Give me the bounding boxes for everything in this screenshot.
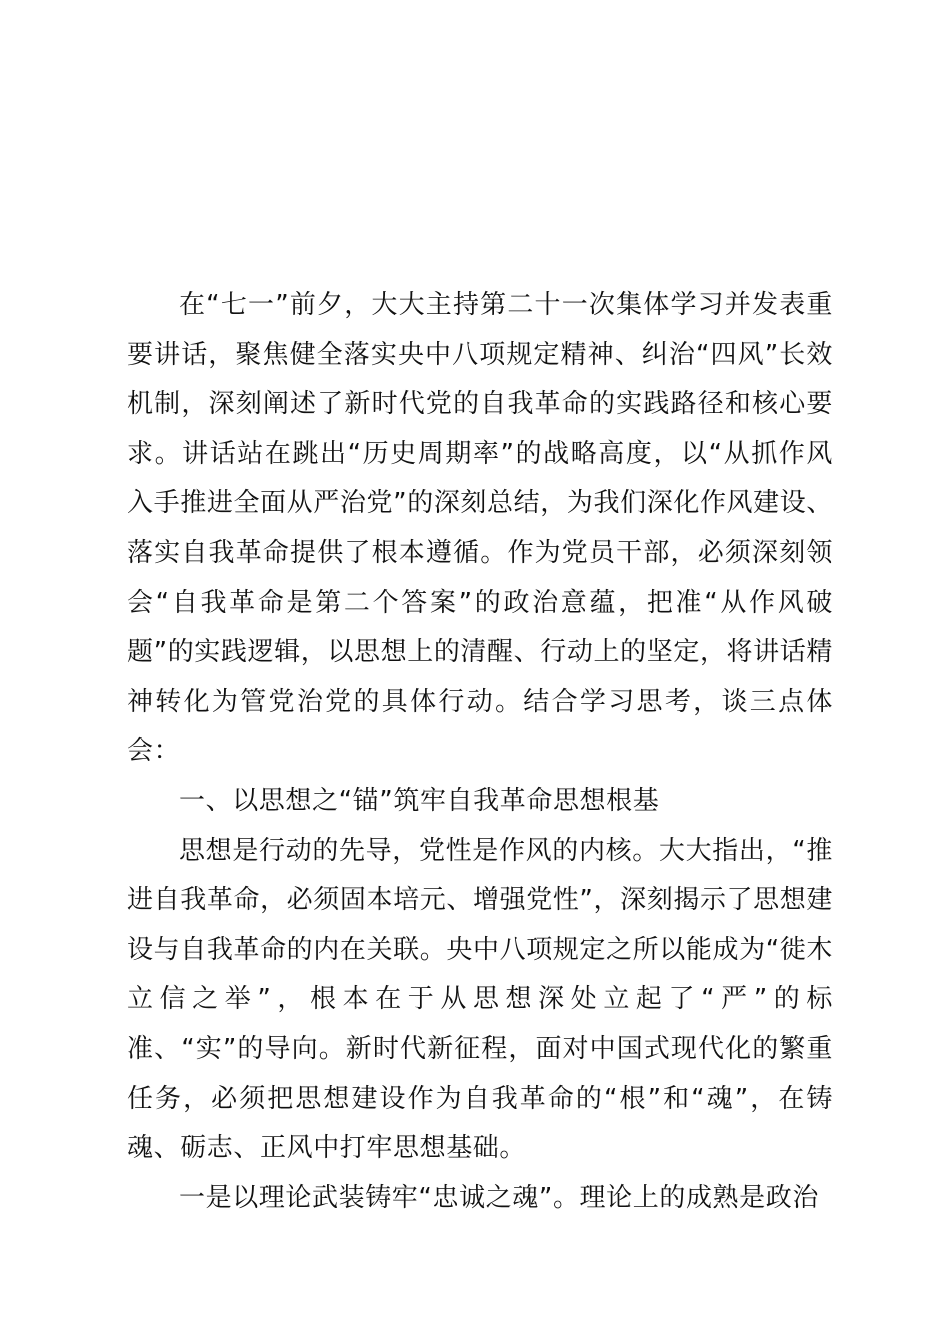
intro-paragraph: 在“七一”前夕，大大主持第二十一次集体学习并发表重要讲话，聚焦健全落实央中八项规定精神、纠治“四风”长效机制，深刻阐述了新时代党的自我革命的实践路径和核心要求。讲话站在跳出“历史周期率”的战略高度，以“从抓作风入手推进全面从严治党”的深刻总结，为我们深化作风建设、落实自我革命提供了根本遵循。作为党员干部，必须深刻领会“自我革命是第二个答案”的政治意蕴，把准“从作风破题”的实践逻辑，以思想上的清醒、行动上的坚定，将讲话精神转化为管党治党的具体行动。结合学习思考，谈三点体会： [127, 290, 833, 767]
document-body [127, 281, 833, 1223]
section-paragraph: 思想是行动的先导，党性是作风的内核。大大指出，“推进自我革命，必须固本培元、增强党性”，深刻揭示了思想建设与自我革命的内在关联。央中八项规定之所以能成为“徙木立信之举”，根本在于从思想深处立起了“严”的标准、“实”的导向。新时代新征程，面对中国式现代化的繁重任务，必须把思想建设作为自我革命的“根”和“魂”，在铸魂、砺志、正风中打牢思想基础。 [127, 835, 833, 1164]
point-paragraph: 一是以理论武装铸牢“忠诚之魂”。理论上的成熟是政治 [179, 1182, 819, 1213]
section-heading: 一、以思想之“锚”筑牢自我革命思想根基 [179, 785, 660, 816]
